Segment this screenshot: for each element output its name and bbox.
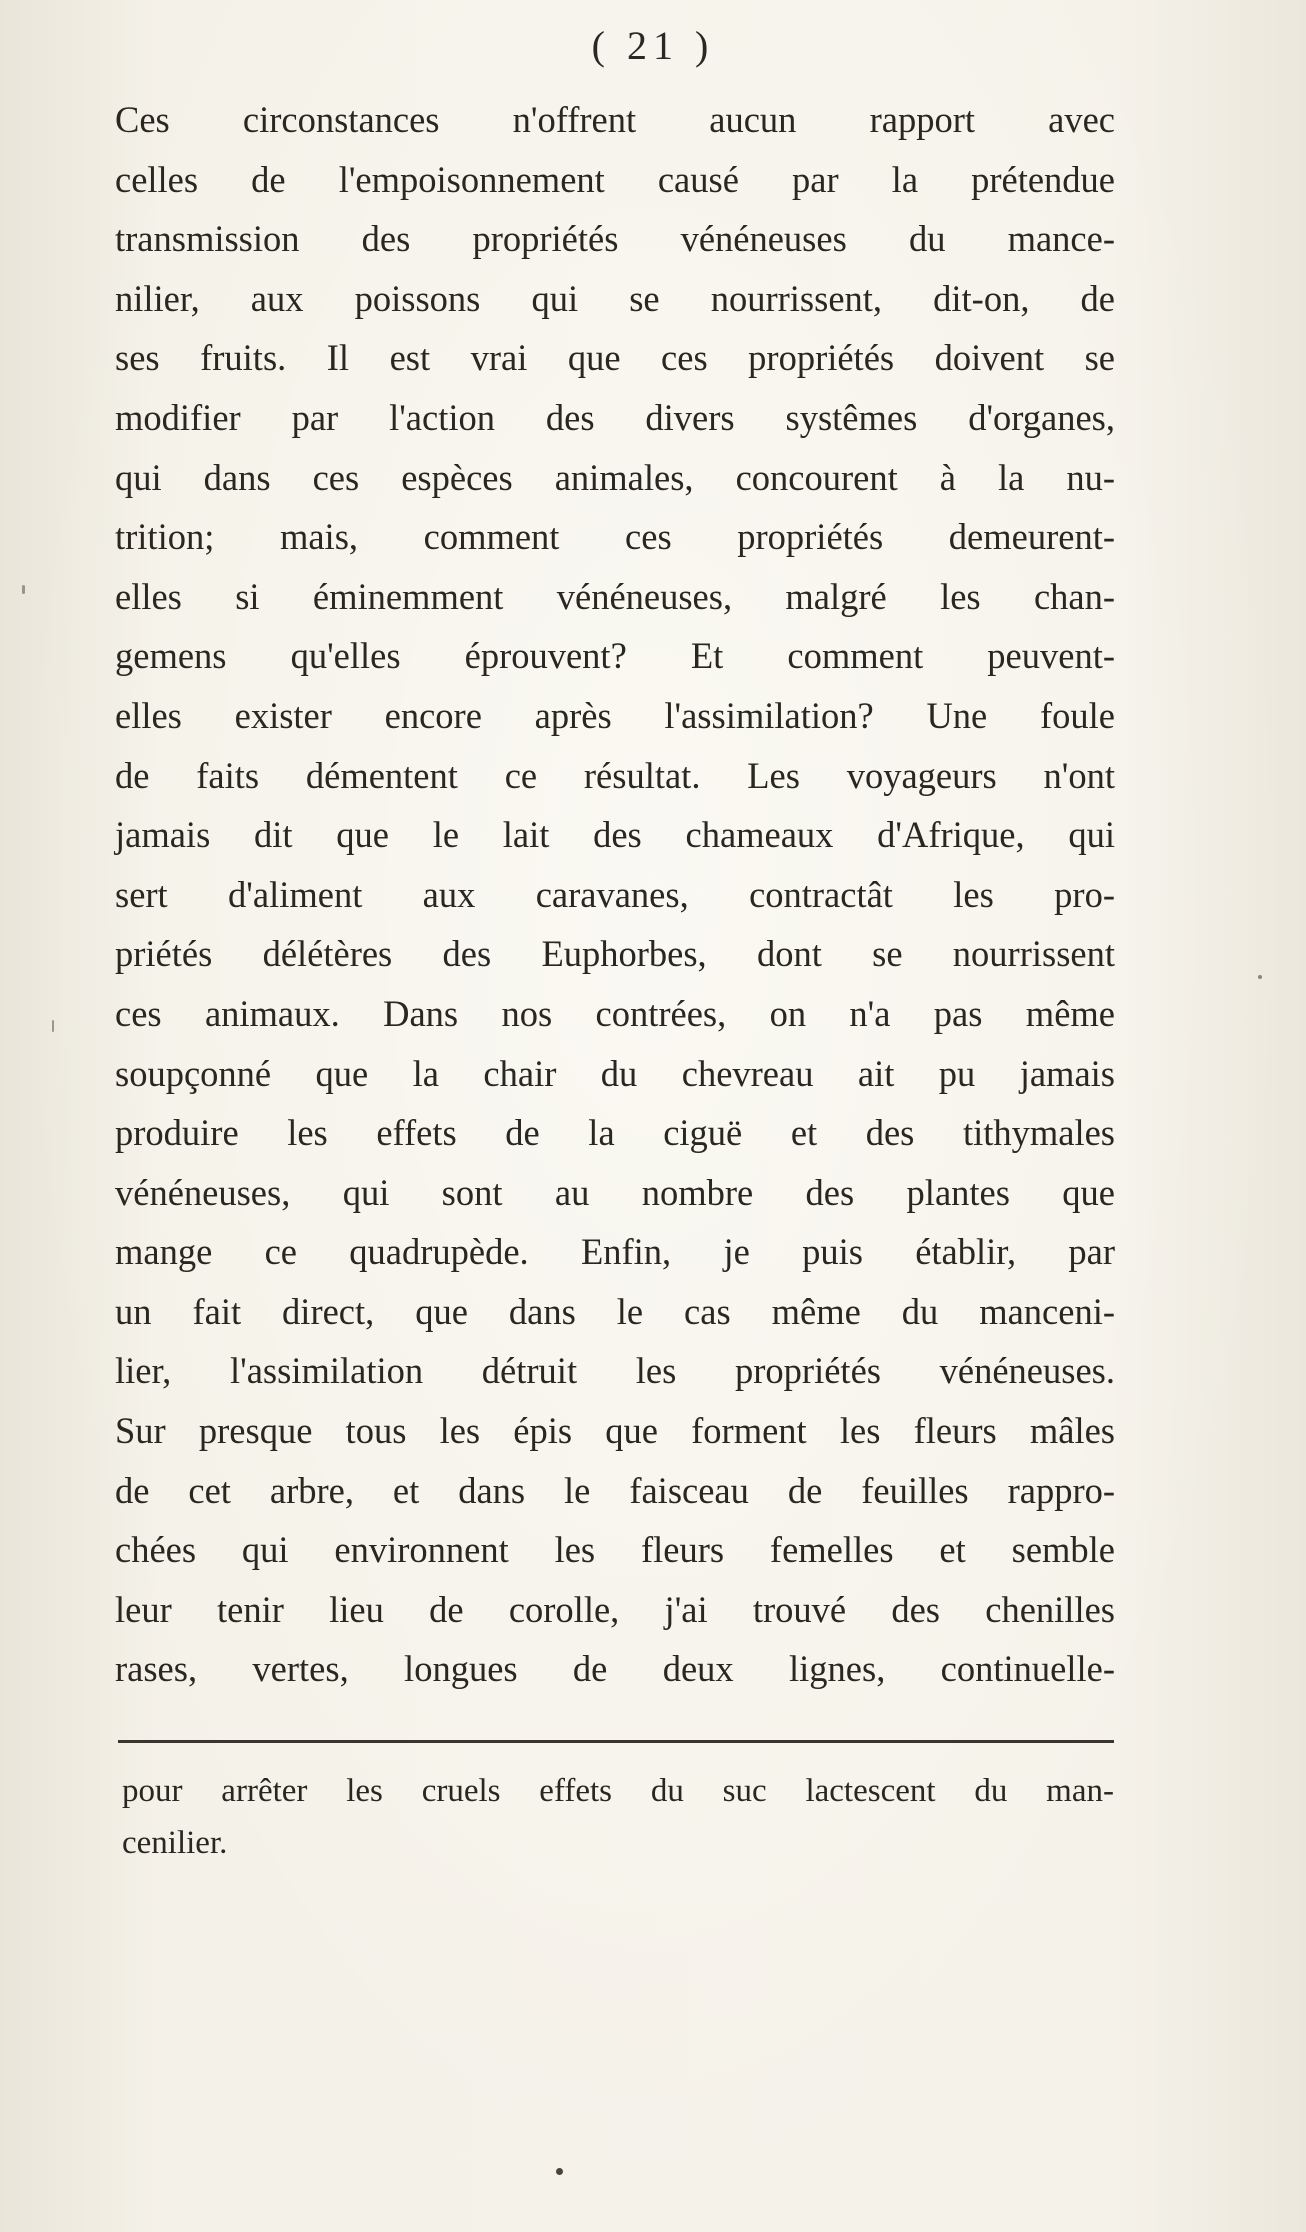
text-line: elles si éminemment vénéneuses, malgré les chan- — [115, 575, 1115, 617]
text-line: priétés délétères des Euphorbes, dont se nourrissent — [115, 933, 1115, 975]
text-line: rases, vertes, longues de deux lignes, continuelle- — [115, 1648, 1115, 1690]
text-line: produire les effets de la ciguë et des tithymales — [115, 1112, 1115, 1154]
text-line: ces animaux. Dans nos contrées, on n'a pas même — [115, 992, 1115, 1034]
footnote-line: cenilier. — [122, 1825, 228, 1861]
footnote-divider — [118, 1740, 1114, 1743]
text-line: de cet arbre, et dans le faisceau de feuilles rappro- — [115, 1469, 1115, 1511]
text-line: gemens qu'elles éprouvent? Et comment peuvent- — [115, 635, 1115, 677]
text-line: qui dans ces espèces animales, concourent à la nu- — [115, 456, 1115, 498]
text-line: vénéneuses, qui sont au nombre des plantes que — [115, 1171, 1115, 1213]
footnote — [122, 1765, 1114, 1869]
text-line: Sur presque tous les épis que forment les fleurs mâles — [115, 1410, 1115, 1452]
text-line: mange ce quadrupède. Enfin, je puis établir, par — [115, 1231, 1115, 1273]
text-line: chées qui environnent les fleurs femelles et semble — [115, 1529, 1115, 1571]
text-line: sert d'aliment aux caravanes, contractât les pro- — [115, 873, 1115, 915]
page-number: ( 21 ) — [591, 23, 715, 68]
text-line: Ces circonstances n'offrent aucun rapport avec — [115, 99, 1115, 140]
text-line: celles de l'empoisonnement causé par la prétendue — [115, 158, 1115, 200]
text-line: modifier par l'action des divers systêmes d'organes, — [115, 396, 1115, 438]
body-text — [115, 90, 1115, 1699]
text-line: un fait direct, que dans le cas même du manceni- — [115, 1290, 1115, 1332]
text-line: ses fruits. Il est vrai que ces propriétés doivent se — [115, 337, 1115, 379]
text-line: nilier, aux poissons qui se nourrissent, dit-on, de — [115, 277, 1115, 319]
text-line: lier, l'assimilation détruit les propriétés vénéneuses. — [115, 1350, 1115, 1392]
ink-speck — [52, 1020, 54, 1032]
text-line: de faits démentent ce résultat. Les voyageurs n'ont — [115, 754, 1115, 796]
ink-speck — [556, 2168, 563, 2175]
text-line: transmission des propriétés vénéneuses du mance- — [115, 218, 1115, 260]
text-line: leur tenir lieu de corolle, j'ai trouvé des chenilles — [115, 1588, 1115, 1630]
text-line: elles exister encore après l'assimilation? Une foule — [115, 694, 1115, 736]
text-line: jamais dit que le lait des chameaux d'Afrique, qui — [115, 814, 1115, 856]
footnote-line: pour arrêter les cruels effets du suc lactescent du man- — [122, 1773, 1114, 1809]
ink-speck — [1258, 975, 1262, 979]
ink-speck — [22, 585, 25, 594]
text-line: trition; mais, comment ces propriétés demeurent- — [115, 516, 1115, 558]
text-line: soupçonné que la chair du chevreau ait pu jamais — [115, 1052, 1115, 1094]
